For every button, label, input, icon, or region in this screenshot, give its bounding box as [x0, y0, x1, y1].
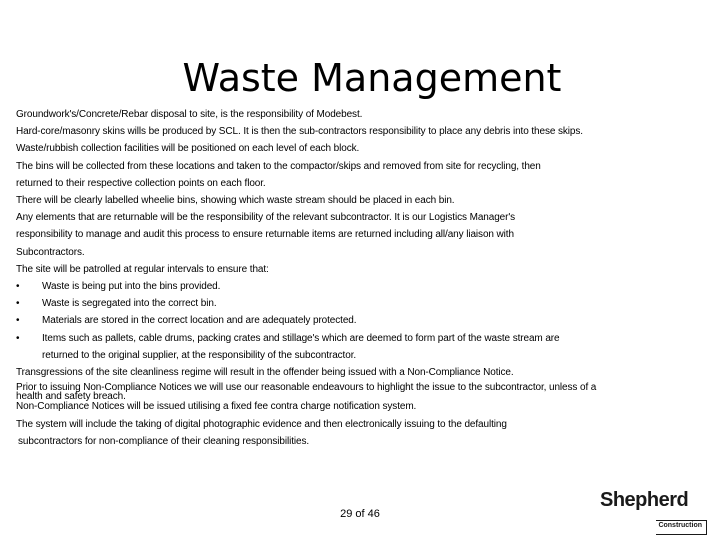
paragraph-line: Non-Compliance Notices will be issued utilising a fixed fee contra charge notification system.	[16, 401, 417, 413]
bullet-continuation: returned to the original supplier, at the responsibility of the subcontractor.	[42, 349, 357, 361]
paragraph-line: Prior to issuing Non-Compliance Notices we will use our reasonable endeavours to highlight the issue to the subcontractor, unless of a	[16, 382, 597, 394]
paragraph-line: subcontractors for non-compliance of their cleaning responsibilities.	[18, 435, 310, 447]
paragraph-line: health and safety breach.	[16, 391, 126, 403]
bullet-item	[16, 312, 706, 329]
paragraph-line: Any elements that are returnable will be the responsibility of the relevant subcontractor. It is our Logistics Manager's	[16, 212, 516, 224]
bullet-text: Items such as pallets, cable drums, packing crates and stillage's which are deemed to form part of the waste stream are	[42, 332, 560, 344]
bullet-icon: •	[16, 298, 20, 310]
paragraph-line: There will be clearly labelled wheelie bins, showing which waste stream should be placed in each bin.	[16, 195, 455, 207]
paragraph-line: Transgressions of the site cleanliness regime will result in the offender being issued with a Non-Compliance Notice.	[16, 367, 514, 379]
bullet-text: Materials are stored in the correct location and are adequately protected.	[42, 315, 357, 327]
paragraph-line: responsibility to manage and audit this process to ensure returnable items are returned including all/any liaison with	[16, 229, 514, 241]
paragraph-line: Subcontractors.	[16, 246, 85, 258]
bullet-icon: •	[16, 281, 20, 293]
paragraph-line: Waste/rubbish collection facilities will be positioned on each level of each block.	[16, 143, 360, 155]
shepherd-logo	[600, 489, 712, 535]
bullet-item	[16, 278, 706, 295]
bullet-text: Waste is being put into the bins provided.	[42, 281, 221, 293]
bullet-item	[16, 295, 706, 312]
logo-tagline: Construction	[658, 522, 702, 529]
body-text	[16, 106, 706, 450]
bullet-item	[16, 330, 706, 347]
overlapping-paragraph	[16, 381, 706, 403]
paragraph-line: The bins will be collected from these locations and taken to the compactor/skips and removed from site for recycling, then	[16, 160, 541, 172]
bullet-icon: •	[16, 315, 20, 327]
page-title: Waste Management	[182, 56, 562, 100]
paragraph-line: The site will be patrolled at regular intervals to ensure that:	[16, 263, 269, 275]
paragraph-line: Hard-core/masonry skins wills be produced by SCL. It is then the sub-contractors responsibility to place any debris into these skips.	[16, 126, 583, 138]
bullet-icon: •	[16, 332, 20, 344]
bullet-text: Waste is segregated into the correct bin.	[42, 298, 217, 310]
paragraph-line: The system will include the taking of digital photographic evidence and then electronically issuing to the defaulting	[16, 418, 507, 430]
paragraph-line: returned to their respective collection points on each floor.	[16, 177, 266, 189]
paragraph-line: Groundwork's/Concrete/Rebar disposal to site, is the responsibility of Modebest.	[16, 109, 363, 120]
logo-tag-box	[656, 520, 707, 535]
page-number: 29 of 46	[340, 508, 380, 520]
logo-wordmark: Shepherd	[600, 489, 689, 511]
